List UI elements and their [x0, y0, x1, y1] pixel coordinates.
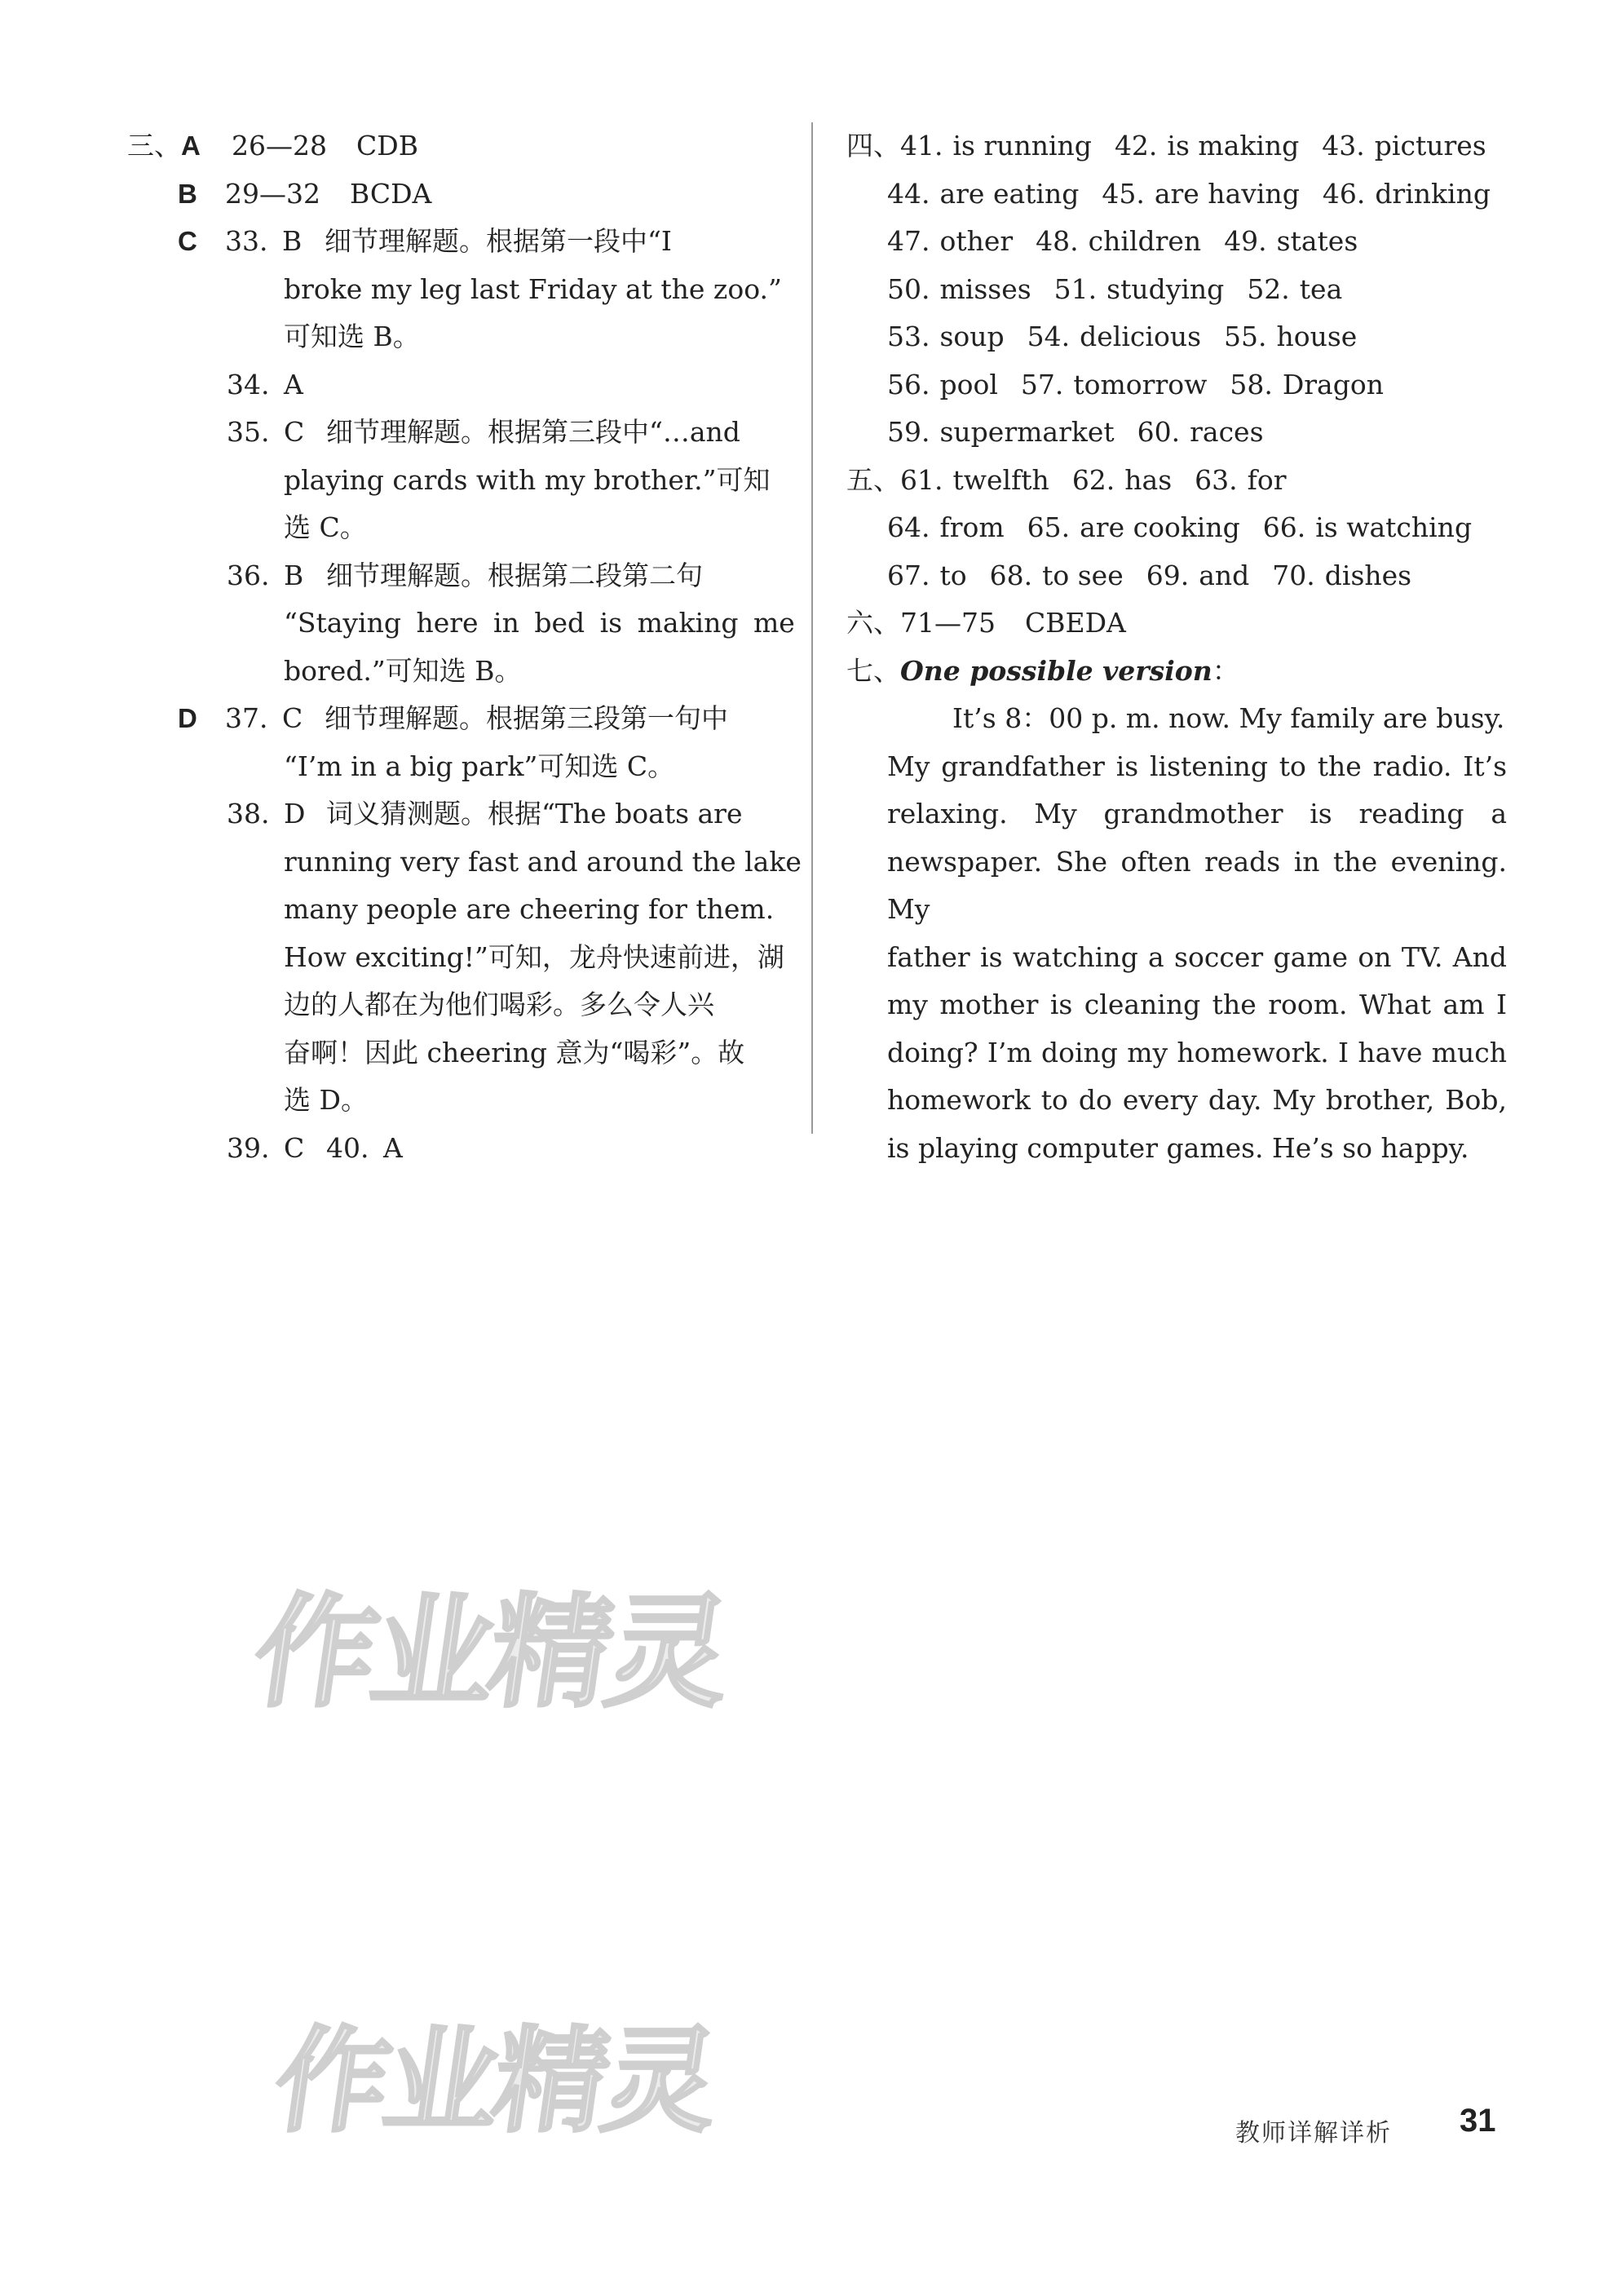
- q33-explain-3: 可知选 B。: [284, 321, 420, 352]
- answer: is watching: [1315, 511, 1473, 543]
- sec5-row: [846, 457, 1499, 505]
- essay-line: My grandfather is listening to the radio. It’s: [887, 750, 1507, 782]
- question-number: 67.: [887, 559, 930, 591]
- part-d-label: D: [178, 703, 197, 733]
- question-number: 64.: [887, 511, 930, 543]
- section-4: [846, 122, 1499, 457]
- left-column: [127, 122, 802, 1172]
- question-number: 53.: [887, 321, 930, 352]
- question-number: 65.: [1027, 511, 1071, 543]
- answer: supermarket: [939, 416, 1115, 448]
- answer: delicious: [1080, 321, 1202, 352]
- q36-answer: B: [284, 559, 304, 591]
- q35-answer: C: [284, 416, 305, 448]
- section-label-3: 三、: [127, 130, 181, 161]
- part-a-range: 26—28: [232, 130, 327, 161]
- q36-explain-1: 细节理解题。根据第二段第二句: [326, 559, 703, 591]
- question-number: 45.: [1102, 177, 1145, 210]
- sec7-colon: ：: [1212, 654, 1239, 687]
- answer: is running: [952, 130, 1092, 161]
- question-number: 66.: [1262, 511, 1306, 543]
- answer: races: [1190, 416, 1264, 448]
- q35-explain-3: 选 C。: [284, 511, 367, 543]
- q35-num: 35.: [227, 416, 270, 448]
- q33-row: [130, 218, 791, 266]
- q38-explain-4: How exciting!”可知，龙舟快速前进，湖: [284, 940, 784, 973]
- answer: tomorrow: [1073, 368, 1208, 400]
- answer: is making: [1167, 130, 1300, 161]
- q37-row: [130, 695, 791, 743]
- part-a-answers: CDB: [356, 130, 418, 161]
- question-number: 54.: [1027, 321, 1071, 352]
- section-label: 四、: [846, 130, 900, 161]
- section-label-7: 七、: [846, 654, 900, 687]
- answer: are cooking: [1080, 511, 1240, 543]
- q36-row: [130, 552, 791, 600]
- essay-line: my mother is cleaning the room. What am I: [887, 989, 1507, 1020]
- q36-num: 36.: [227, 559, 270, 591]
- answer: states: [1276, 225, 1358, 257]
- question-number: 57.: [1020, 368, 1064, 400]
- q39-num: 39.: [227, 1131, 270, 1164]
- q37-answer: C: [282, 702, 303, 734]
- answer: house: [1276, 321, 1358, 352]
- answer: to see: [1042, 559, 1124, 591]
- answer: misses: [939, 272, 1031, 305]
- watermark-upper: 作业精灵: [245, 1582, 735, 1724]
- sec4-row: [846, 313, 1499, 361]
- q39-answer: C: [284, 1131, 305, 1164]
- sec4-row: [846, 218, 1499, 266]
- q33-num: 33.: [225, 225, 268, 257]
- sec7-heading: One possible version: [900, 654, 1212, 687]
- question-number: 46.: [1322, 177, 1366, 210]
- q38-num: 38.: [227, 798, 270, 829]
- part-b-label: B: [178, 178, 197, 209]
- sec5-row: [846, 552, 1499, 600]
- page-number: 31: [1460, 2103, 1496, 2139]
- sec6-row: [846, 599, 1499, 648]
- q35-explain-1: 细节理解题。根据第三段中“…and: [326, 416, 740, 448]
- sec3-a-row: [127, 122, 791, 170]
- q38-explain-3: many people are cheering for them.: [284, 893, 775, 925]
- section-5: [846, 457, 1499, 600]
- footer-label: 教师详解详析: [1235, 2119, 1392, 2148]
- essay-line: relaxing. My grandmother is reading a: [887, 798, 1507, 829]
- question-number: 70.: [1272, 559, 1315, 591]
- answer: to: [939, 559, 967, 591]
- answer: drinking: [1375, 177, 1491, 210]
- q33-explain-2: broke my leg last Friday at the zoo.”: [284, 272, 782, 305]
- q37-explain-2: “I’m in a big park”可知选 C。: [284, 750, 675, 782]
- sec6-answers: CBEDA: [1024, 607, 1126, 639]
- q36-explain-3: bored.”可知选 B。: [284, 654, 522, 687]
- answer: has: [1124, 463, 1173, 496]
- q38-row: [130, 790, 791, 838]
- question-number: 63.: [1195, 463, 1238, 496]
- essay-line: is playing computer games. He’s so happy.: [887, 1131, 1469, 1164]
- sec5-row: [846, 504, 1499, 552]
- q39-40-row: [130, 1125, 791, 1173]
- q36-explain-2: “Staying here in bed is making me: [284, 607, 795, 639]
- answer: pool: [939, 368, 998, 400]
- section-label: 五、: [846, 463, 900, 496]
- question-number: 51.: [1053, 272, 1098, 305]
- answer: pictures: [1374, 130, 1486, 161]
- sec4-row: [846, 266, 1499, 314]
- sec6-range: 71—75: [900, 607, 996, 639]
- sec4-row: [846, 361, 1499, 409]
- question-number: 41.: [900, 130, 943, 161]
- sec4-row: [846, 122, 1499, 170]
- answer: studying: [1106, 272, 1225, 305]
- answer: tea: [1299, 272, 1343, 305]
- part-c-label: C: [178, 226, 197, 256]
- question-number: 59.: [887, 416, 930, 448]
- answer: Dragon: [1282, 368, 1384, 400]
- answer: children: [1088, 225, 1202, 257]
- answer: other: [939, 225, 1014, 257]
- q38-explain-1: 词义猜测题。根据“The boats are: [326, 798, 743, 829]
- essay: [846, 695, 1507, 1172]
- question-number: 44.: [887, 177, 930, 210]
- part-a-label: A: [181, 131, 201, 161]
- essay-line: homework to do every day. My brother, Bob,: [887, 1084, 1507, 1116]
- question-number: 48.: [1036, 225, 1079, 257]
- question-number: 58.: [1230, 368, 1273, 400]
- question-number: 43.: [1322, 130, 1365, 161]
- q35-row: [130, 409, 791, 457]
- answer: are having: [1154, 177, 1300, 210]
- q33-answer: B: [282, 225, 303, 257]
- question-number: 47.: [887, 225, 930, 257]
- q35-explain-2: playing cards with my brother.”可知: [284, 463, 771, 496]
- sec4-row: [846, 170, 1499, 219]
- q40-answer: A: [383, 1131, 403, 1164]
- sec4-row: [846, 409, 1499, 457]
- essay-line: It’s 8：00 p. m. now. My family are busy.: [952, 702, 1505, 734]
- question-number: 55.: [1224, 321, 1267, 352]
- q37-num: 37.: [225, 702, 268, 734]
- essay-line: doing? I’m doing my homework. I have much: [887, 1036, 1507, 1068]
- sec7-heading-row: [846, 648, 1499, 696]
- part-b-answers: BCDA: [349, 177, 432, 210]
- q38-explain-7: 选 D。: [284, 1084, 368, 1116]
- answer: for: [1247, 463, 1287, 496]
- part-b-range: 29—32: [225, 177, 320, 210]
- answer: are eating: [939, 177, 1080, 210]
- answer: from: [939, 511, 1005, 543]
- question-number: 56.: [887, 368, 930, 400]
- sec3-b-row: [130, 170, 791, 219]
- question-number: 61.: [900, 463, 943, 496]
- question-number: 62.: [1071, 463, 1115, 496]
- question-number: 60.: [1137, 416, 1181, 448]
- q37-explain-1: 细节理解题。根据第三段第一句中: [325, 702, 728, 734]
- q38-answer: D: [284, 798, 306, 829]
- right-column: [846, 122, 1507, 1172]
- q34-answer: A: [284, 368, 303, 400]
- q38-explain-2: running very fast and around the lake: [284, 845, 802, 878]
- question-number: 68.: [989, 559, 1033, 591]
- answer: and: [1199, 559, 1250, 591]
- question-number: 49.: [1224, 225, 1267, 257]
- q34-num: 34.: [227, 368, 270, 400]
- question-number: 50.: [887, 272, 930, 305]
- q38-explain-5: 边的人都在为他们喝彩。多么令人兴: [284, 989, 714, 1020]
- section-label-6: 六、: [846, 607, 900, 639]
- q33-explain-1: 细节理解题。根据第一段中“I: [325, 225, 672, 257]
- column-divider: [811, 122, 813, 1134]
- question-number: 42.: [1114, 130, 1158, 161]
- q40-num: 40.: [326, 1131, 369, 1164]
- watermark-lower: 作业精灵: [266, 2015, 722, 2148]
- essay-line: father is watching a soccer game on TV. And: [887, 940, 1507, 973]
- answer: dishes: [1324, 559, 1412, 591]
- q34-row: [130, 361, 791, 409]
- question-number: 69.: [1146, 559, 1190, 591]
- q38-explain-6: 奋啊！因此 cheering 意为“喝彩”。故: [284, 1036, 745, 1068]
- answer: twelfth: [952, 463, 1049, 496]
- question-number: 52.: [1247, 272, 1290, 305]
- answer: soup: [939, 321, 1005, 352]
- essay-line: newspaper. She often reads in the evening. My: [887, 845, 1507, 925]
